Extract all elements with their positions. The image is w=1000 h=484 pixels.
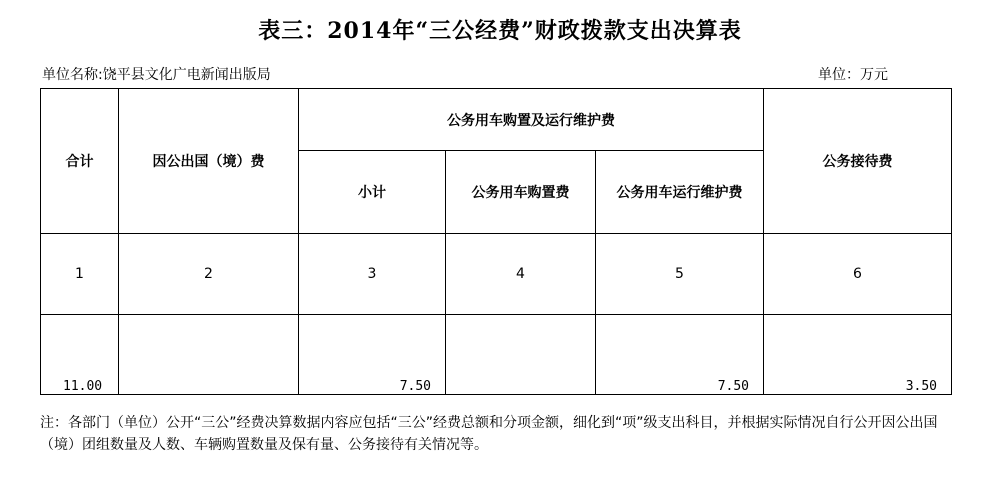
unit-label: 单位：万元 <box>818 67 888 83</box>
index-cell: 2 <box>119 234 299 315</box>
index-cell: 5 <box>596 234 764 315</box>
value-vehicle-maintenance: 7.50 <box>596 315 764 395</box>
index-cell: 4 <box>446 234 596 315</box>
header-vehicle-purchase: 公务用车购置费 <box>446 151 596 234</box>
header-subtotal: 小计 <box>299 151 446 234</box>
index-cell: 6 <box>764 234 952 315</box>
value-total: 11.00 <box>41 315 119 395</box>
header-reception: 公务接待费 <box>764 89 952 234</box>
page-title: 表三：2014年“三公经费”财政拨款支出决算表 <box>258 18 742 44</box>
index-cell: 1 <box>41 234 119 315</box>
header-vehicle-maintenance: 公务用车运行维护费 <box>596 151 764 234</box>
header-overseas: 因公出国（境）费 <box>119 89 299 234</box>
value-reception: 3.50 <box>764 315 952 395</box>
value-overseas <box>119 315 299 395</box>
values-row <box>41 315 952 395</box>
value-vehicle-purchase <box>446 315 596 395</box>
expense-table <box>40 88 952 395</box>
header-vehicle-group: 公务用车购置及运行维护费 <box>299 89 764 151</box>
index-cell: 3 <box>299 234 446 315</box>
unit-name-label: 单位名称:饶平县文化广电新闻出版局 <box>42 67 271 83</box>
index-row <box>41 234 952 315</box>
footnote: 注：各部门（单位）公开“三公”经费决算数据内容应包括“三公”经费总额和分项金额，细化到“项”级支出科目，并根据实际情况自行公开因公出国（境）团组数量及人数、车辆购置数量及保有量、公务接待有关情况等。 <box>40 415 938 453</box>
header-total: 合计 <box>41 89 119 234</box>
value-subtotal: 7.50 <box>299 315 446 395</box>
header-row-1 <box>41 89 952 151</box>
